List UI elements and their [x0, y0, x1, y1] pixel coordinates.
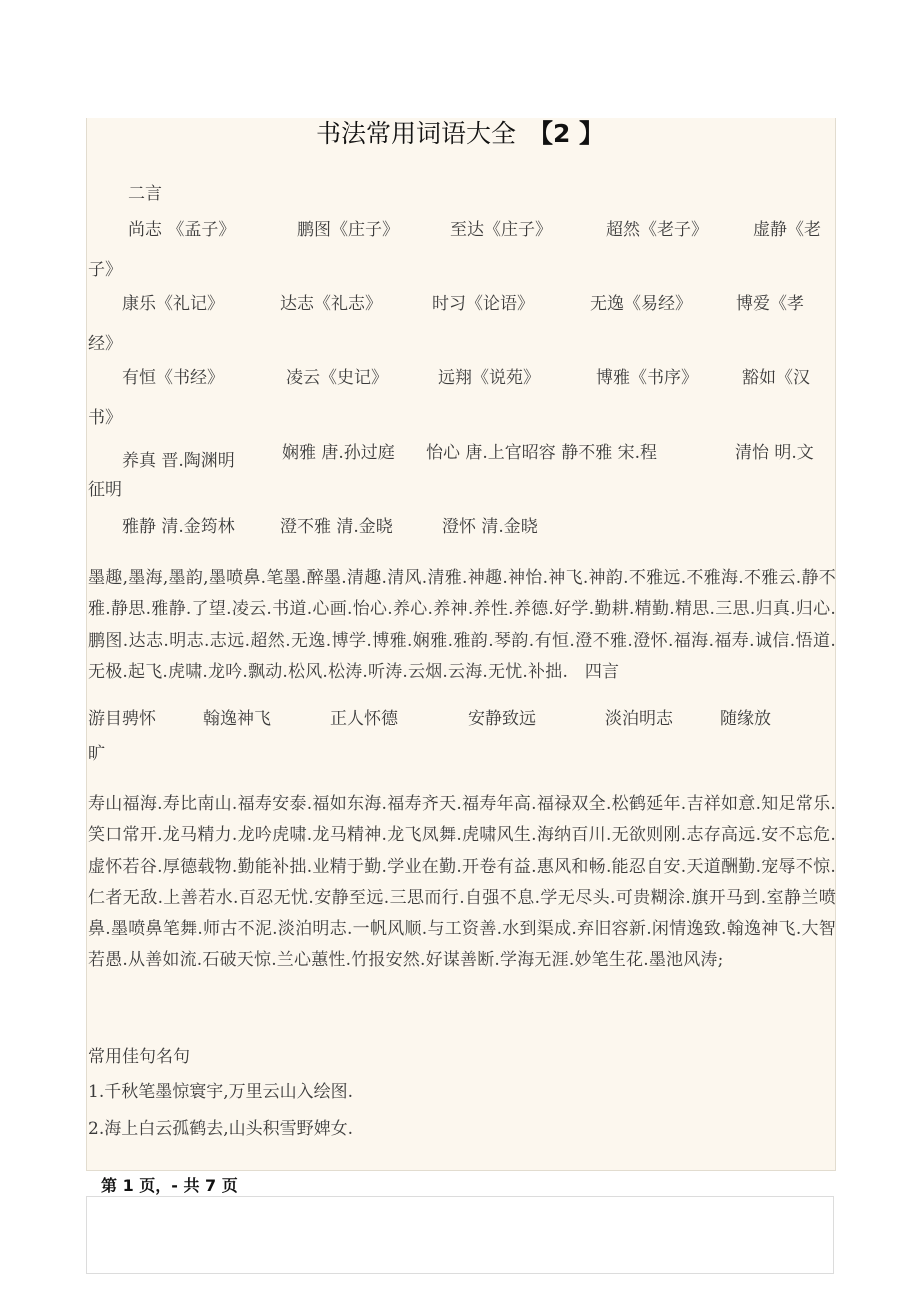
- page-footer: 第 1 页，- 共 7 页: [101, 1176, 238, 1195]
- word-item: 正人怀德: [330, 709, 398, 729]
- word-item: 达志《礼志》: [280, 294, 382, 314]
- word-item-wrap: 书》: [88, 408, 122, 428]
- word-item: 超然《老子》: [606, 220, 708, 240]
- word-item: 凌云《史记》: [286, 368, 388, 388]
- word-item: 鹏图《庄子》: [297, 220, 399, 240]
- page-title: [0, 114, 920, 150]
- word-item: 娴雅 唐.孙过庭: [282, 443, 395, 463]
- sentence-item: 1.千秋笔墨惊寰宇,万里云山入绘图.: [88, 1082, 354, 1102]
- word-item: 博雅《书序》: [596, 368, 698, 388]
- word-item: 康乐《礼记》: [122, 294, 224, 314]
- word-item: 远翔《说苑》: [438, 368, 540, 388]
- word-item-wrap: 经》: [88, 334, 122, 354]
- title-text: 书法常用词语大全: [315, 119, 516, 148]
- word-item: 清怡 明.文: [735, 443, 814, 463]
- word-item: 游目骋怀: [88, 709, 156, 729]
- word-item: 澄怀 清.金晓: [442, 517, 538, 537]
- section-heading-four-char: 四言: [584, 661, 620, 682]
- word-item: 淡泊明志: [605, 709, 673, 729]
- word-item: 虚静《老: [753, 220, 821, 240]
- word-item-wrap: 旷: [88, 744, 105, 764]
- word-item: 养真 晋.陶渊明: [122, 451, 235, 471]
- word-item: 时习《论语》: [432, 294, 534, 314]
- word-item: 随缘放: [720, 709, 771, 729]
- famous-sentences-heading: 常用佳句名句: [88, 1047, 190, 1067]
- word-item: 雅静 清.金筠林: [122, 517, 235, 537]
- word-item: 澄不雅 清.金晓: [280, 517, 393, 537]
- title-number: 【2 】: [527, 119, 605, 148]
- word-item: 有恒《书经》: [122, 368, 224, 388]
- word-item: 无逸《易经》: [590, 294, 692, 314]
- four-char-words-paragraph: 寿山福海.寿比南山.福寿安泰.福如东海.福寿齐天.福寿年高.福禄双全.松鹤延年.吉祥如意.知足常乐.笑口常开.龙马精力.龙吟虎啸.龙马精神.龙飞凤舞.虎啸风生.海纳百川.无欲则刚.志存高远.安不忘危.虚怀若谷.厚德载物.勤能补拙.业精于勤.学业在勤.开卷有益.惠风和畅.能忍自安.天道酬勤.宠辱不惊.仁者无敌.上善若水.百忍无忧.安静至远.三思而行.自强不息.学无尽头.可贵糊涂.旗开马到.室静兰喷鼻.墨喷鼻笔舞.师古不泥.淡泊明志.一帆风顺.与工资善.水到渠成.弃旧容新.闲情逸致.翰逸神飞.大智若愚.从善如流.石破天惊.兰心蕙性.竹报安然.好谋善断.学海无涯.妙笔生花.墨池风涛;: [88, 794, 836, 971]
- word-item: 翰逸神飞: [203, 709, 271, 729]
- word-item: 至达《庄子》: [450, 220, 552, 240]
- sentence-item: 2.海上白云孤鹤去,山头积雪野婢女.: [88, 1119, 354, 1139]
- word-item: 豁如《汉: [742, 368, 810, 388]
- word-item: 博爱《孝: [736, 294, 804, 314]
- word-item-wrap: 征明: [88, 480, 122, 500]
- next-page-preview: [86, 1196, 834, 1274]
- word-item: 尚志 《孟子》: [128, 220, 236, 240]
- word-item: 安静致远: [468, 709, 536, 729]
- two-char-words-paragraph: 墨趣,墨海,墨韵,墨喷鼻.笔墨.醉墨.清趣.清风.清雅.神趣.神怡.神飞.神韵.不雅远.不雅海.不雅云.静不雅.静思.雅静.了望.凌云.书道.心画.怡心.养心.养神.养性.养德.好学.勤耕.精勤.精思.三思.归真.归心.鹏图.达志.明志.志远.超然.无逸.博学.博雅.娴雅.雅韵.琴韵.有恒.澄不雅.澄怀.福海.福寿.诚信.悟道.无极.起飞.虎啸.龙吟.飘动.松风.松涛.听涛.云烟.云海.无忧.补拙. 四言: [88, 568, 836, 682]
- section-heading-two-char: 二言: [128, 184, 162, 204]
- word-item: 怡心 唐.上官昭容 静不雅 宋.程: [426, 443, 658, 463]
- word-item-wrap: 子》: [88, 260, 122, 280]
